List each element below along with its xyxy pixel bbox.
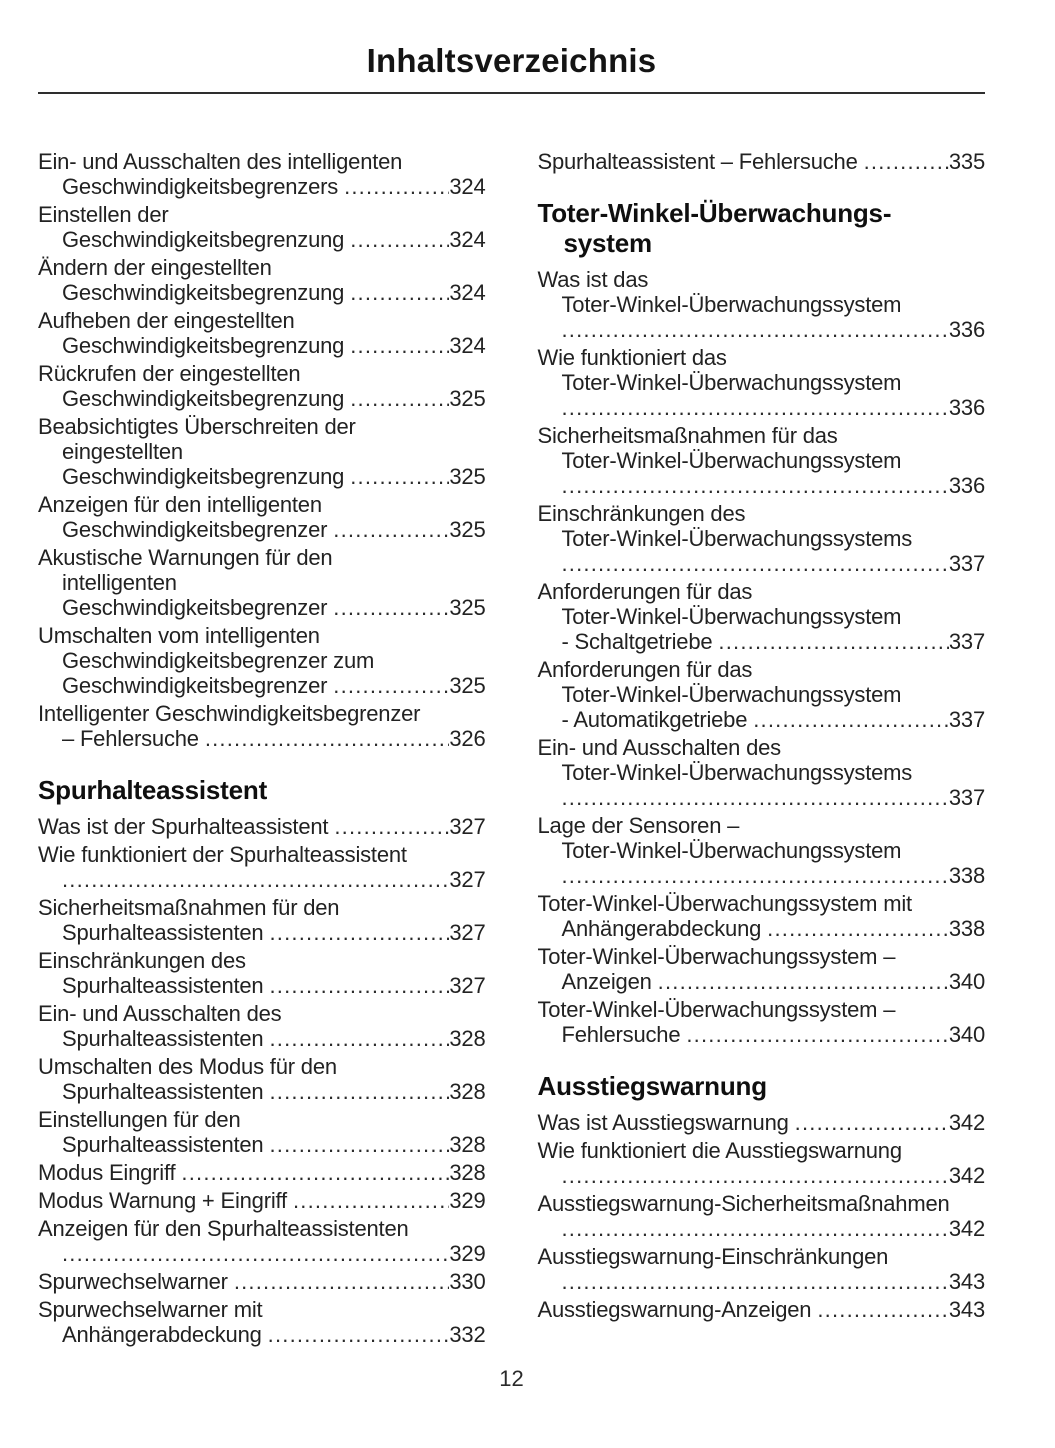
toc-entry (38, 1160, 486, 1185)
toc-entry-leader-line (38, 386, 486, 411)
toc-entry-title: Geschwindigkeitsbegrenzung (62, 333, 345, 358)
page-ref: 324 (449, 333, 486, 358)
page-ref: 325 (449, 595, 486, 620)
toc-entry (538, 1191, 986, 1241)
toc-entry-title: Geschwindigkeitsbegrenzer (62, 673, 328, 698)
toc-entry (38, 814, 486, 839)
toc-entry-leader-line (538, 395, 986, 420)
page-ref: 325 (449, 517, 486, 542)
toc-entry (38, 149, 486, 199)
page-ref: 342 (948, 1163, 985, 1188)
toc-entry-leader-line (538, 149, 986, 174)
toc-entry-title: Spurhalteassistenten (62, 920, 264, 945)
toc-entry (538, 657, 986, 732)
dot-leader (269, 1026, 449, 1051)
toc-entry-text-line: Einstellen der (38, 202, 169, 227)
toc-entry-title: Geschwindigkeitsbegrenzer (62, 517, 328, 542)
toc-entry-text-line: Toter-Winkel-Überwachungssystem (561, 370, 902, 395)
dot-leader (234, 1269, 450, 1294)
toc-entry (38, 308, 486, 358)
toc-entry-leader-line (538, 1269, 986, 1294)
toc-entry-text-line: Sicherheitsmaßnahmen für den (38, 895, 340, 920)
dot-leader (562, 317, 949, 342)
dot-leader (562, 395, 949, 420)
toc-entry-title: Geschwindigkeitsbegrenzung (62, 386, 345, 411)
page-ref: 328 (449, 1079, 486, 1104)
toc-entry (538, 891, 986, 941)
page-ref: 337 (948, 707, 985, 732)
toc-entry-leader-line (38, 1322, 486, 1347)
toc-entry-text-line: Ein- und Ausschalten des (537, 735, 781, 760)
toc-entry-text-line: Toter-Winkel-Überwachungssystem – (537, 997, 896, 1022)
dot-leader (334, 814, 449, 839)
toc-entry-leader-line (38, 227, 486, 252)
toc-entry (538, 149, 986, 174)
dot-leader (268, 1322, 450, 1347)
dot-leader (718, 629, 949, 654)
toc-entry-title: Spurhalteassistent – Fehlersuche (537, 149, 858, 174)
dot-leader (562, 863, 949, 888)
toc-entry-text-line: Sicherheitsmaßnahmen für das (537, 423, 838, 448)
page-title: Inhaltsverzeichnis (366, 42, 657, 79)
toc-entry-text-line: Ein- und Ausschalten des (38, 1001, 282, 1026)
toc-entry-leader-line (38, 1026, 486, 1051)
toc-entry-text-line: Intelligenter Geschwindigkeitsbegrenzer (38, 701, 421, 726)
toc-entry-text-line: Rückrufen der eingestellten (38, 361, 301, 386)
dot-leader (864, 149, 949, 174)
toc-entry (538, 944, 986, 994)
toc-entry-text-line: intelligenten (62, 570, 177, 595)
dot-leader (562, 785, 949, 810)
toc-entry (38, 1054, 486, 1104)
page-ref: 327 (449, 920, 486, 945)
toc-entry-title: Spurhalteassistenten (62, 1132, 264, 1157)
page-ref: 326 (449, 726, 486, 751)
page-ref: 338 (948, 916, 985, 941)
toc-entry-text-line: Beabsichtigtes Überschreiten der (38, 414, 356, 439)
page-ref: 342 (948, 1216, 985, 1241)
section-heading (38, 775, 486, 805)
toc-entry-text-line: Einstellungen für den (38, 1107, 241, 1132)
toc-entry-text-line: Wie funktioniert die Ausstiegswarnung (537, 1138, 902, 1163)
page-ref: 329 (449, 1188, 486, 1213)
toc-entry (538, 813, 986, 888)
toc-entry-text-line: Wie funktioniert der Spurhalteassistent (38, 842, 407, 867)
toc-entry-text-line: Toter-Winkel-Überwachungssystem (561, 604, 902, 629)
page-ref: 328 (449, 1132, 486, 1157)
toc-entry-text-line: Akustische Warnungen für den (38, 545, 333, 570)
toc-entry-text-line: Toter-Winkel-Überwachungssystem mit (537, 891, 912, 916)
toc-entry-text-line: Anforderungen für das (537, 657, 753, 682)
page-ref: 327 (449, 973, 486, 998)
toc-entry-leader-line (38, 464, 486, 489)
page-ref: 343 (948, 1297, 985, 1322)
toc-entry-title: Anhängerabdeckung (62, 1322, 262, 1347)
page-ref: 332 (449, 1322, 486, 1347)
toc-entry-title: Geschwindigkeitsbegrenzers (62, 174, 339, 199)
toc-entry-leader-line (538, 707, 986, 732)
dot-leader (62, 1241, 449, 1266)
page-ref: 337 (948, 551, 985, 576)
toc-entry-title: Spurhalteassistenten (62, 1026, 264, 1051)
toc-entry-leader-line (538, 1163, 986, 1188)
dot-leader (344, 174, 449, 199)
toc-entry-title: – Fehlersuche (62, 726, 199, 751)
toc-entry-leader-line (38, 814, 486, 839)
dot-leader (350, 280, 449, 305)
toc-entry-text-line: Ausstiegswarnung-Einschränkungen (537, 1244, 889, 1269)
toc-entry (38, 1001, 486, 1051)
toc-entry-title: Geschwindigkeitsbegrenzung (62, 464, 345, 489)
toc-entry-text-line: Einschränkungen des (38, 948, 246, 973)
section-heading (538, 1071, 986, 1101)
toc-entry-title: Modus Warnung + Eingriff (38, 1188, 287, 1213)
toc-columns (38, 149, 985, 1350)
toc-entry-text-line: Was ist das (537, 267, 649, 292)
toc-entry-leader-line (538, 785, 986, 810)
page-ref: 328 (449, 1026, 486, 1051)
toc-entry-text-line: Toter-Winkel-Überwachungssystem (561, 292, 902, 317)
toc-entry (38, 1188, 486, 1213)
toc-entry-leader-line (538, 969, 986, 994)
toc-entry (538, 501, 986, 576)
toc-entry-leader-line (38, 174, 486, 199)
page-ref: 340 (948, 969, 985, 994)
dot-leader (333, 517, 449, 542)
toc-entry (38, 623, 486, 698)
toc-entry (38, 414, 486, 489)
toc-entry-leader-line (38, 280, 486, 305)
toc-entry (538, 1297, 986, 1322)
toc-entry-leader-line (538, 473, 986, 498)
page-ref: 327 (449, 867, 486, 892)
dot-leader (293, 1188, 449, 1213)
toc-entry-leader-line (538, 916, 986, 941)
toc-entry-title: Geschwindigkeitsbegrenzung (62, 280, 345, 305)
toc-entry-title: Ausstiegswarnung-Anzeigen (537, 1297, 812, 1322)
toc-entry-title: Spurwechselwarner (38, 1269, 228, 1294)
toc-entry-leader-line (38, 1132, 486, 1157)
toc-entry (38, 895, 486, 945)
toc-entry-leader-line (538, 1297, 986, 1322)
section-heading-line: system (563, 228, 652, 258)
toc-entry-text-line: Wie funktioniert das (537, 345, 727, 370)
toc-entry-text-line: Umschalten des Modus für den (38, 1054, 337, 1079)
page-ref: 342 (948, 1110, 985, 1135)
toc-entry-text-line: Toter-Winkel-Überwachungssystem (561, 682, 902, 707)
page-ref: 336 (948, 473, 985, 498)
toc-entry (538, 1138, 986, 1188)
toc-entry-leader-line (38, 867, 486, 892)
toc-entry-leader-line (38, 673, 486, 698)
toc-entry-text-line: Toter-Winkel-Überwachungssystem – (537, 944, 896, 969)
toc-entry (38, 1269, 486, 1294)
toc-entry (38, 1107, 486, 1157)
toc-entry-title: Anhängerabdeckung (561, 916, 762, 941)
toc-entry-leader-line (538, 863, 986, 888)
toc-entry-leader-line (38, 1160, 486, 1185)
toc-entry-title: Geschwindigkeitsbegrenzung (62, 227, 345, 252)
dot-leader (767, 916, 949, 941)
toc-entry-title: Was ist der Spurhalteassistent (38, 814, 329, 839)
toc-entry-text-line: Spurwechselwarner mit (38, 1297, 263, 1322)
dot-leader (562, 1163, 949, 1188)
toc-entry (538, 423, 986, 498)
page-ref: 325 (449, 673, 486, 698)
title-divider (38, 92, 985, 94)
dot-leader (562, 1216, 949, 1241)
toc-entry-leader-line (538, 629, 986, 654)
toc-entry (538, 997, 986, 1047)
page-ref: 329 (449, 1241, 486, 1266)
toc-entry-text-line: Toter-Winkel-Überwachungssystems (561, 760, 913, 785)
dot-leader (333, 595, 449, 620)
page-ref: 338 (948, 863, 985, 888)
toc-entry-leader-line (38, 595, 486, 620)
toc-entry (538, 735, 986, 810)
toc-entry-leader-line (38, 517, 486, 542)
toc-entry-title: Was ist Ausstiegswarnung (537, 1110, 789, 1135)
page-ref: 327 (449, 814, 486, 839)
toc-entry-text-line: Toter-Winkel-Überwachungssystem (561, 448, 902, 473)
toc-entry-leader-line (538, 1110, 986, 1135)
dot-leader (686, 1022, 949, 1047)
dot-leader (350, 386, 449, 411)
toc-entry-leader-line (538, 317, 986, 342)
toc-entry (38, 948, 486, 998)
toc-entry (538, 1244, 986, 1294)
toc-entry-leader-line (38, 1269, 486, 1294)
dot-leader (333, 673, 449, 698)
toc-entry-leader-line (38, 973, 486, 998)
page-number: 12 (499, 1366, 524, 1391)
toc-entry-leader-line (538, 1216, 986, 1241)
toc-entry-text-line: Ausstiegswarnung-Sicherheitsmaßnahmen (537, 1191, 950, 1216)
toc-entry-leader-line (538, 1022, 986, 1047)
page-ref: 324 (449, 227, 486, 252)
toc-entry (38, 202, 486, 252)
toc-entry (38, 255, 486, 305)
page-ref: 330 (449, 1269, 486, 1294)
dot-leader (269, 1079, 449, 1104)
dot-leader (62, 867, 449, 892)
toc-entry (38, 701, 486, 751)
dot-leader (562, 1269, 949, 1294)
toc-entry-leader-line (38, 333, 486, 358)
toc-column-left (38, 149, 486, 1350)
dot-leader (269, 920, 449, 945)
toc-entry-title: - Schaltgetriebe (561, 629, 713, 654)
dot-leader (350, 227, 449, 252)
page-ref: 336 (948, 317, 985, 342)
dot-leader (562, 473, 949, 498)
page-ref: 325 (449, 386, 486, 411)
section-heading (538, 198, 986, 258)
toc-entry-text-line: Geschwindigkeitsbegrenzer zum (62, 648, 375, 673)
dot-leader (269, 973, 449, 998)
toc-entry-text-line: Toter-Winkel-Überwachungssystem (561, 838, 902, 863)
section-heading-line: Spurhalteassistent (38, 775, 268, 805)
page-ref: 340 (948, 1022, 985, 1047)
section-heading-line: Toter-Winkel-Überwachungs- (537, 198, 892, 228)
toc-entry (538, 345, 986, 420)
toc-entry-text-line: Anzeigen für den Spurhalteassistenten (38, 1216, 409, 1241)
toc-entry-text-line: Ändern der eingestellten (38, 255, 272, 280)
toc-entry (538, 267, 986, 342)
toc-entry-text-line: Anforderungen für das (537, 579, 753, 604)
toc-entry (38, 842, 486, 892)
toc-entry-leader-line (538, 551, 986, 576)
toc-entry-text-line: Einschränkungen des (537, 501, 746, 526)
toc-entry-leader-line (38, 1188, 486, 1213)
toc-entry (38, 492, 486, 542)
dot-leader (817, 1297, 949, 1322)
toc-entry-title: Fehlersuche (561, 1022, 681, 1047)
section-heading-line: Ausstiegswarnung (537, 1071, 767, 1101)
toc-entry-text-line: Aufheben der eingestellten (38, 308, 295, 333)
dot-leader (562, 551, 949, 576)
page-ref: 328 (449, 1160, 486, 1185)
page-ref: 337 (948, 629, 985, 654)
toc-column-right (538, 149, 986, 1350)
toc-entry (38, 1297, 486, 1347)
toc-entry (38, 545, 486, 620)
dot-leader (658, 969, 949, 994)
dot-leader (350, 333, 449, 358)
dot-leader (753, 707, 949, 732)
toc-entry (38, 361, 486, 411)
page-ref: 324 (449, 174, 486, 199)
page-ref: 325 (449, 464, 486, 489)
toc-entry (538, 1110, 986, 1135)
page-ref: 335 (948, 149, 985, 174)
toc-entry-title: - Automatikgetriebe (561, 707, 748, 732)
toc-entry (38, 1216, 486, 1266)
toc-entry-text-line: eingestellten (62, 439, 183, 464)
toc-entry-title: Spurhalteassistenten (62, 973, 264, 998)
toc-entry-title: Spurhalteassistenten (62, 1079, 264, 1104)
toc-entry (538, 579, 986, 654)
page-ref: 324 (449, 280, 486, 305)
page-ref: 343 (948, 1269, 985, 1294)
toc-entry-text-line: Lage der Sensoren – (537, 813, 740, 838)
dot-leader (350, 464, 449, 489)
toc-entry-leader-line (38, 1241, 486, 1266)
toc-entry-title: Geschwindigkeitsbegrenzer (62, 595, 328, 620)
dot-leader (795, 1110, 949, 1135)
page-ref: 336 (948, 395, 985, 420)
toc-entry-leader-line (38, 920, 486, 945)
dot-leader (181, 1160, 449, 1185)
toc-entry-leader-line (38, 1079, 486, 1104)
toc-entry-text-line: Ein- und Ausschalten des intelligenten (38, 149, 403, 174)
dot-leader (205, 726, 450, 751)
toc-entry-title: Anzeigen (561, 969, 652, 994)
toc-entry-leader-line (38, 726, 486, 751)
toc-entry-text-line: Umschalten vom intelligenten (38, 623, 320, 648)
toc-entry-title: Modus Eingriff (38, 1160, 176, 1185)
page-ref: 337 (948, 785, 985, 810)
dot-leader (269, 1132, 449, 1157)
toc-entry-text-line: Toter-Winkel-Überwachungssystems (561, 526, 913, 551)
toc-entry-text-line: Anzeigen für den intelligenten (38, 492, 322, 517)
